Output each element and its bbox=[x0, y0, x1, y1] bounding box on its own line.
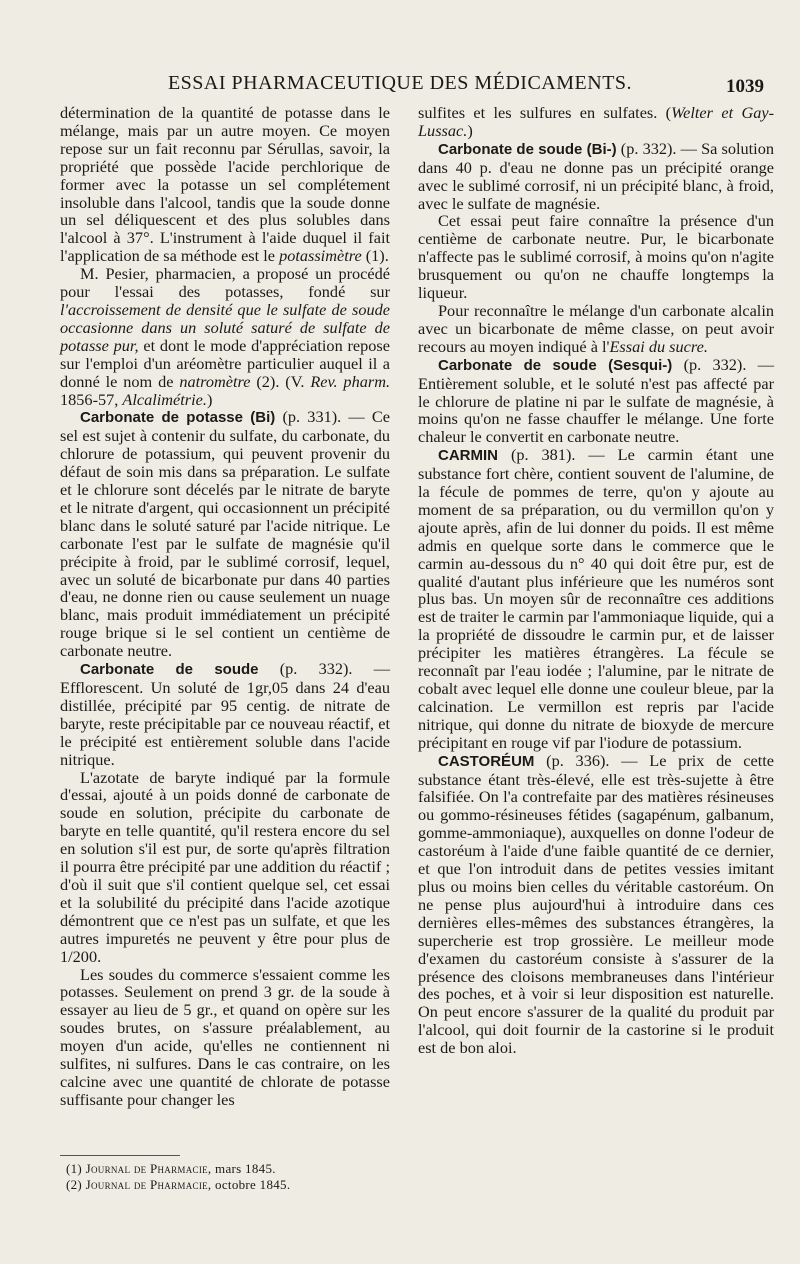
paragraph: M. Pesier, pharmacien, a proposé un procédé pour l'essai des potasses, fondé sur l'accroissement de densité que le sulfate de soude occasionne dans un soluté saturé de sulfate de potasse pur, et dont le mode d'appréciation repose sur l'emploi d'un aréomètre particulier auquel il a donné le nom de natromètre (2). (V. Rev. pharm. 1856-57, Alcalimétrie.) bbox=[60, 264, 391, 409]
entry-carbonate-soude-bi: Carbonate de soude (Bi-) (p. 332). — Sa solution dans 40 p. d'eau ne donne pas un précipité orange avec le sublimé corrosif, ni un précipité blanc, à froid, avec le sulfate de magnésie. bbox=[418, 138, 774, 213]
entry-carbonate-potasse: Carbonate de potasse (Bi) (p. 331). — Ce sel est sujet à contenir du sulfate, du carbonate, du chlorure de potassium, qui peuvent provenir du défaut de soin mis dans sa préparation. Le sulfate et le chlorure sont décelés par le nitrate de baryte et le nitrate d'argent, qui occasionnent un précipité blanc dans le soluté saturé par l'acide nitrique. Le carbonate l'est par le sulfate de magnésie qu'il précipite à froid, par le sublimé corrosif, lequel, avec un soluté de bicarbonate pur dans 40 parties d'eau, ne donne rien ou cause seulement un nuage blanc, mais produit immédiatement un précipité rouge brique si le sel contient un centième de carbonate neutre. bbox=[60, 407, 390, 661]
page-number: 1039 bbox=[726, 76, 764, 97]
footnote-rule bbox=[60, 1155, 180, 1156]
paragraph: Pour reconnaître le mélange d'un carbonate alcalin avec un bicarbonate de même classe, on peut avoir recours au moyen indiqué à l'Essai du sucre. bbox=[418, 300, 774, 356]
paragraph: détermination de la quantité de potasse dans le mélange, mais par un autre moyen. Ce moyen repose sur un fait reconnu par Sérullas, savoir, la propriété que possède l'acide perchlorique de former avec la potasse un sel complétement insoluble dans l'alcool, tandis que la soude donne un sel déliquescent et des plus solubles dans l'alcool à 37°. L'instrument à l'aide duquel il fait l'application de sa méthode est le potassimètre (1). bbox=[60, 103, 390, 266]
running-head bbox=[0, 70, 800, 100]
paragraph: sulfites et les sulfures en sulfates. (Welter et Gay-Lussac.) bbox=[418, 103, 774, 140]
footnote: (2) Journal de Pharmacie, octobre 1845. bbox=[66, 1177, 291, 1192]
paragraph: L'azotate de baryte indiqué par la formule d'essai, ajouté à un poids donné de carbonate de soude en solution, précipite du carbonate de baryte en telle quantité, qu'il restera encore du sel en solution s'il est pur, de sorte qu'après filtration il pourra être précipité par une addition du réactif ; d'où il suit que s'il contient quelque sel, cet essai et la solubilité du précipité dans l'acide azotique démontrent que ce n'est pas un sulfate, et que les autres impuretés ne peuvent y être pour plus de 1/200. bbox=[60, 767, 390, 966]
entry-heading: Carbonate de potasse (Bi) bbox=[80, 409, 276, 427]
entry-heading: Carbonate de soude (Sesqui-) bbox=[438, 356, 673, 374]
entry-carmin: CARMIN (p. 381). — Le carmin étant une substance fort chère, contient souvent de l'alumine, de la fécule de pommes de terre, qu'on y ajoute au moment de sa préparation, ou du vermillon qu'on y ajoute après, afin de lui donner du poids. Il est même admis en quelque sorte dans le commerce que le carmin au-dessous du n° 40 qui doit être pur, est de qualité d'autant plus inférieure que les numéros sont plus bas. Un moyen sûr de reconnaître ces additions est de traiter le carmin par l'ammoniaque liquide, qui a la propriété de dissoudre le carmin pur, et de laisser précipiter les matières étrangères. La fécule se reconnaît par l'eau iodée ; l'alumine, par le nitrate de cobalt avec lequel elle donne une couleur bleue, par la calcination. Le vermillon est repris par l'acide nitrique, qui donne du nitrate de bioxyde de mercure précipitant en rouge vif par l'iodure de potassium. bbox=[418, 445, 774, 752]
entry-carbonate-soude: Carbonate de soude (p. 332). — Efflorescent. Un soluté de 1gr,05 dans 24 d'eau distillée, précipité par 95 centig. de nitrate de baryte, reste précipitable par ce nouveau réactif, et le précipité est entièrement soluble dans l'acide nitrique. bbox=[60, 659, 391, 769]
paragraph: Les soudes du commerce s'essaient comme les potasses. Seulement on prend 3 gr. de la soude à essayer au lieu de 5 gr., et quand on opère sur les soudes brutes, on s'assure préalablement, au moyen d'un acide, qu'elles ne contiennent ni sulfites, ni sulfures. Dans le cas contraire, on les calcine avec une quantité de chlorate de potasse suffisante pour changer les bbox=[60, 964, 390, 1109]
entry-heading: Carbonate de soude (Bi-) bbox=[438, 140, 617, 158]
footnotes bbox=[66, 1161, 396, 1193]
page-title: ESSAI PHARMACEUTIQUE DES MÉDICAMENTS. bbox=[167, 72, 633, 94]
right-column bbox=[418, 104, 774, 1057]
entry-heading: CASTORÉUM bbox=[438, 752, 535, 770]
left-column bbox=[60, 104, 390, 1109]
entry-heading: Carbonate de soude bbox=[80, 661, 259, 679]
entry-heading: CARMIN bbox=[438, 447, 498, 465]
entry-castoreum: CASTORÉUM (p. 336). — Le prix de cette substance étant très-élevé, elle est très-sujette à être falsifiée. On l'a contrefaite par des matières résineuses ou gommo-résineuses fétides (sagapénum, galbanum, gomme-ammoniaque), auxquelles on donne l'odeur de castoréum à l'aide d'une faible quantité de ce dernier, et que l'on introduit dans de petites vessies imitant plus ou moins bien celles du véritable castoréum. On ne pense plus aujourd'hui à introduire dans ces dernières elles-mêmes des substances étrangères, la supercherie est trop grossière. Le meilleur mode d'examen du castoréum consiste à s'assurer de la présence des cloisons membraneuses dans l'intérieur des poches, et à voir si leur disposition est naturelle. On peut encore s'assurer de la qualité du produit par l'alcool, qui doit fournir de la castorine si le produit est de bon aloi. bbox=[418, 750, 774, 1058]
paragraph: Cet essai peut faire connaître la présence d'un centième de carbonate neutre. Pur, le bicarbonate n'affecte pas le sublimé corrosif, à moins qu'on n'agite brusquement ou qu'on ne chauffe longtemps la liqueur. bbox=[418, 211, 774, 303]
entry-carbonate-soude-sesqui: Carbonate de soude (Sesqui-) (p. 332). — Entièrement soluble, et le soluté n'est pas affecté par le chlorure de platine ni par le sulfate de magnésie, à moins qu'on ne fasse chauffer le mélange. Une forte chaleur le convertit en carbonate neutre. bbox=[418, 354, 775, 447]
footnote: (1) Journal de Pharmacie, mars 1845. bbox=[66, 1161, 276, 1176]
